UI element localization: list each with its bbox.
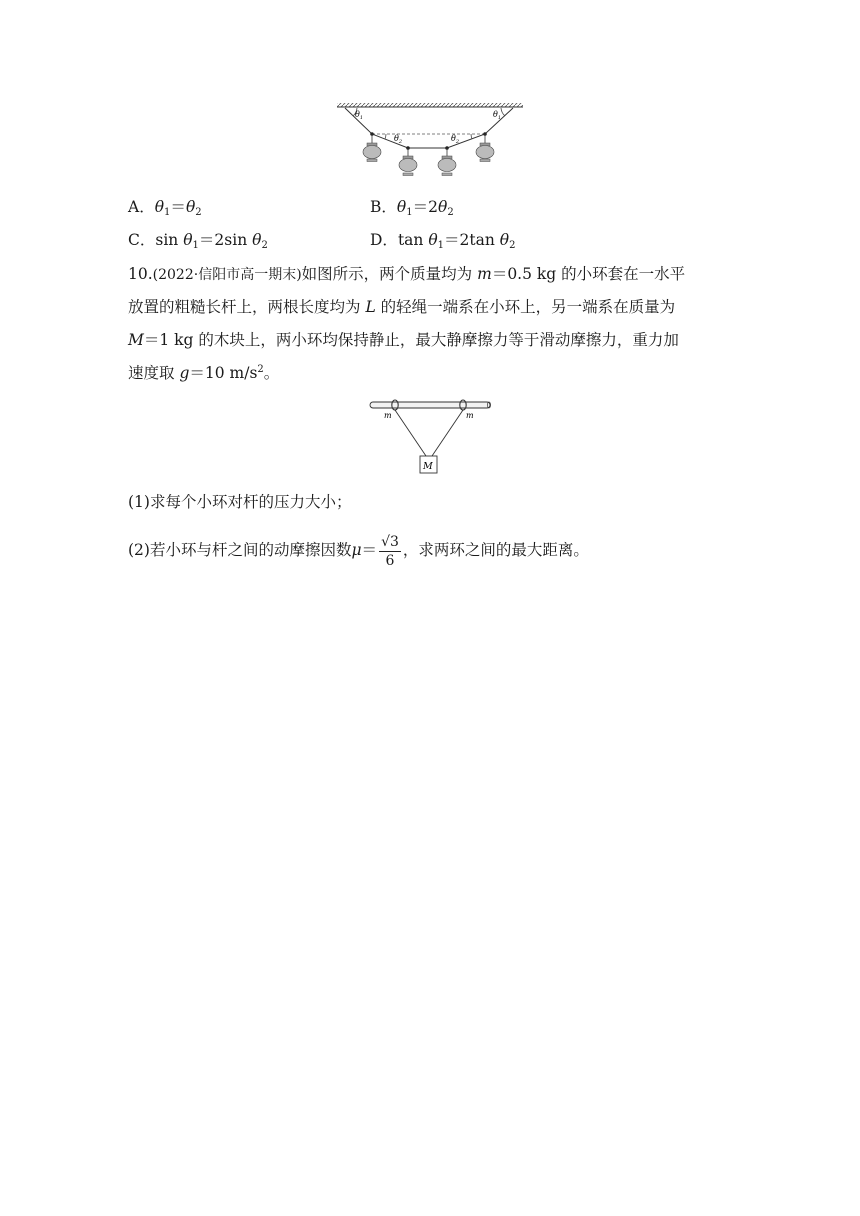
right-rope [432,410,463,456]
question-10-line-2: 放置的粗糙长杆上，两根长度均为 L 的轻绳一端系在小环上，另一端系在质量为 [128,298,676,316]
rod [370,402,490,408]
left-ring-label: m [384,411,392,420]
theta1-right-label: $\theta_1$ [493,110,502,121]
lantern-2 [399,148,417,176]
ceiling [337,103,523,107]
sub-question-2: (2)若小环与杆之间的动摩擦因数μ＝ $\frac{√3}{6}$ ，求两环之间的最大距离。 [128,533,589,569]
option-d: D．$\tan \theta_1=2\tan$ $\theta_2$ [370,231,516,251]
right-ring-label: m [466,411,474,420]
lantern-1 [363,134,381,162]
block-label: M [423,461,433,472]
lantern-string-figure [335,101,525,181]
rope [345,108,513,148]
question-10-line-4: 速度取 g＝10 $m/s^2$。 [128,364,280,382]
question-10-line-3: M＝1 kg 的木块上，两小环均保持静止，最大静摩擦力等于滑动摩擦力，重力加 [128,331,679,349]
sub-question-1: (1)求每个小环对杆的压力大小； [128,493,352,511]
theta2-right-label: $\theta_2$ [451,134,460,145]
fraction-root3-over-6: $\frac{√3}{6}$ [381,533,399,569]
option-c: C．$\sin \theta_1=2\sin$ $\theta_2$ [128,231,268,251]
theta2-left-label: $\theta_2$ [394,134,403,145]
left-rope [395,410,426,456]
theta1-left-label: $\theta_1$ [355,110,364,121]
rings-rod-block-figure [368,397,492,479]
question-10-line-1: 10.(2022·信阳市高一期末)如图所示，两个质量均为 m＝0.5 kg 的小环套在一水平 [128,265,686,283]
lantern-4 [476,134,494,162]
option-a: A．$\theta_1=\theta_2$ [128,198,202,218]
option-b: B．$\theta_1=2\theta_2$ [370,198,454,218]
lantern-3 [438,148,456,176]
